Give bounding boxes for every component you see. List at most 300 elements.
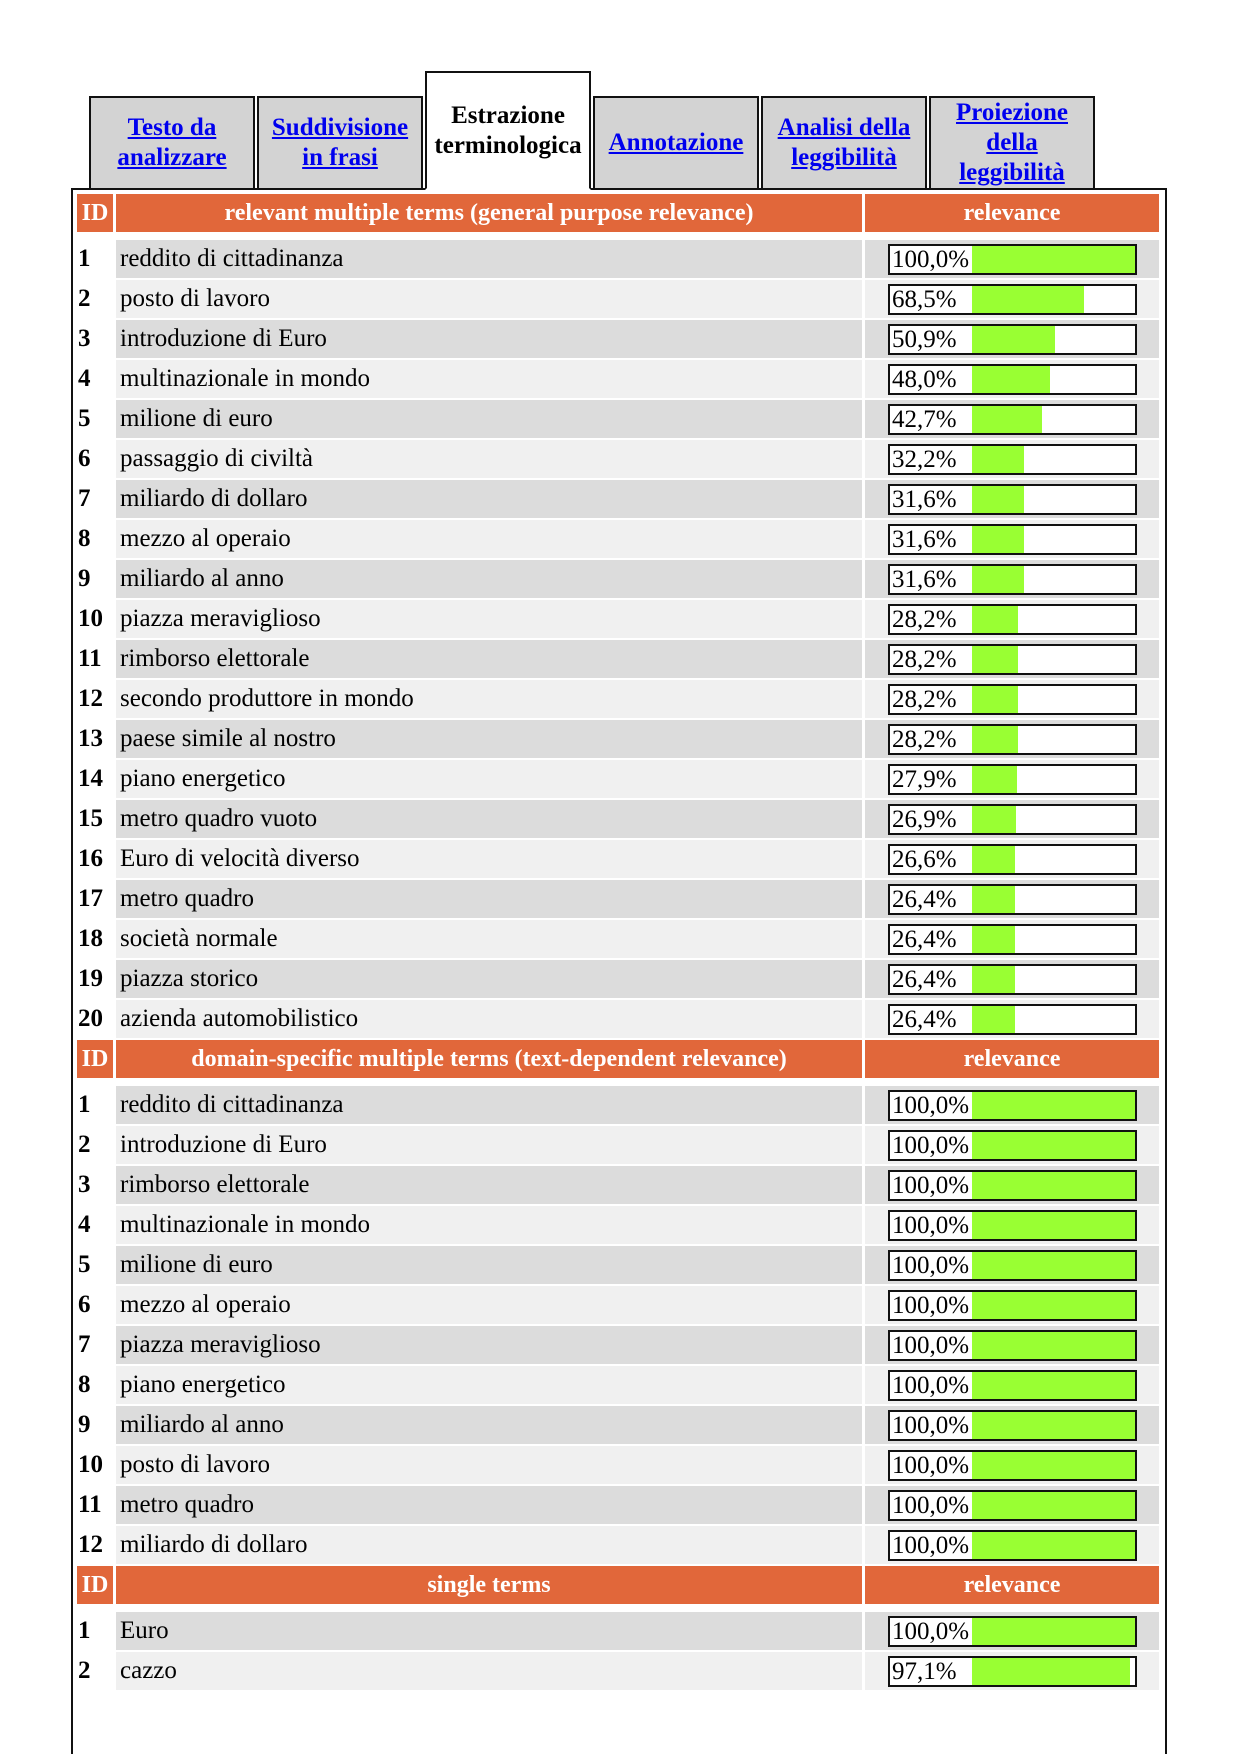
relevance-bar	[888, 1370, 1137, 1401]
relevance-bar	[888, 1130, 1137, 1161]
term-row	[77, 1086, 1163, 1124]
term-text: multinazionale in mondo	[116, 1206, 862, 1244]
relevance-bar-fill	[972, 1006, 1015, 1033]
relevance-bar-fill	[972, 846, 1015, 873]
relevance-cell	[865, 800, 1159, 838]
relevance-bar	[888, 1170, 1137, 1201]
tab-link-testo-da-analizzare[interactable]	[117, 113, 226, 173]
term-row	[77, 1246, 1163, 1284]
term-id: 3	[77, 1166, 113, 1204]
relevance-cell	[865, 520, 1159, 558]
tab-label-line: Analisi della	[777, 114, 911, 141]
relevance-bar-fill	[972, 1372, 1135, 1399]
term-text: Euro	[116, 1612, 862, 1650]
relevance-value: 100,0%	[892, 1411, 970, 1439]
relevance-column-header: relevance	[865, 1566, 1159, 1604]
relevance-bar-track	[972, 726, 1135, 753]
relevance-cell	[865, 1652, 1159, 1690]
relevance-value: 42,7%	[892, 405, 957, 433]
relevance-value: 28,2%	[892, 605, 957, 633]
tab-label-line: Annotazione	[608, 129, 744, 156]
term-text: posto di lavoro	[116, 1446, 862, 1484]
term-row	[77, 1126, 1163, 1164]
relevance-bar	[888, 964, 1137, 995]
tab-suddivisione-in-frasi[interactable]	[257, 96, 423, 188]
relevance-bar-fill	[972, 1532, 1135, 1559]
relevance-value: 32,2%	[892, 445, 957, 473]
relevance-bar-track	[972, 566, 1135, 593]
relevance-value: 68,5%	[892, 285, 957, 313]
relevance-value: 28,2%	[892, 645, 957, 673]
relevance-bar-track	[972, 1532, 1135, 1559]
term-text: reddito di cittadinanza	[116, 240, 862, 278]
tab-label-line: terminologica	[434, 131, 582, 159]
relevance-bar-fill	[972, 486, 1024, 513]
relevance-bar-track	[972, 486, 1135, 513]
term-row	[77, 440, 1163, 478]
term-text: metro quadro vuoto	[116, 800, 862, 838]
section-header	[77, 194, 1163, 232]
relevance-bar-fill	[972, 1212, 1135, 1239]
relevance-cell	[865, 440, 1159, 478]
term-row	[77, 1406, 1163, 1444]
term-id: 7	[77, 1326, 113, 1364]
relevance-bar	[888, 444, 1137, 475]
term-row	[77, 1526, 1163, 1564]
relevance-value: 100,0%	[892, 1211, 970, 1239]
relevance-value: 28,2%	[892, 725, 957, 753]
relevance-bar	[888, 1530, 1137, 1561]
term-text: miliardo di dollaro	[116, 1526, 862, 1564]
term-row	[77, 360, 1163, 398]
section-header	[77, 1566, 1163, 1604]
relevance-bar	[888, 724, 1137, 755]
relevance-cell	[865, 1086, 1159, 1124]
tab-link-annotazione[interactable]	[609, 128, 744, 158]
relevance-cell	[865, 280, 1159, 318]
term-text: milione di euro	[116, 400, 862, 438]
relevance-cell	[865, 480, 1159, 518]
relevance-bar	[888, 1656, 1137, 1687]
term-id: 20	[77, 1000, 113, 1038]
term-row	[77, 1446, 1163, 1484]
relevance-cell	[865, 840, 1159, 878]
relevance-bar-fill	[972, 966, 1015, 993]
id-column-header: ID	[77, 1040, 113, 1078]
relevance-bar	[888, 484, 1137, 515]
relevance-value: 26,4%	[892, 925, 957, 953]
relevance-cell	[865, 1406, 1159, 1444]
relevance-bar-track	[972, 1006, 1135, 1033]
term-id: 1	[77, 240, 113, 278]
term-row	[77, 640, 1163, 678]
relevance-cell	[865, 1326, 1159, 1364]
term-id: 5	[77, 1246, 113, 1284]
relevance-bar	[888, 1090, 1137, 1121]
relevance-bar-fill	[972, 366, 1050, 393]
relevance-bar-fill	[972, 766, 1017, 793]
tab-label-line: leggibilità	[959, 159, 1065, 186]
relevance-bar-track	[972, 1658, 1135, 1685]
term-row	[77, 560, 1163, 598]
term-id: 12	[77, 1526, 113, 1564]
term-id: 8	[77, 520, 113, 558]
relevance-bar-track	[972, 366, 1135, 393]
relevance-value: 31,6%	[892, 485, 957, 513]
tab-label-line: in frasi	[302, 144, 378, 171]
term-text: cazzo	[116, 1652, 862, 1690]
relevance-value: 26,9%	[892, 805, 957, 833]
relevance-bar	[888, 324, 1137, 355]
relevance-value: 100,0%	[892, 1131, 970, 1159]
relevance-column-header: relevance	[865, 194, 1159, 232]
relevance-cell	[865, 1166, 1159, 1204]
term-row	[77, 1486, 1163, 1524]
relevance-bar-fill	[972, 1172, 1135, 1199]
term-id: 16	[77, 840, 113, 878]
relevance-value: 28,2%	[892, 685, 957, 713]
relevance-bar-fill	[972, 246, 1135, 273]
term-text: secondo produttore in mondo	[116, 680, 862, 718]
term-text: rimborso elettorale	[116, 1166, 862, 1204]
relevance-column-header: relevance	[865, 1040, 1159, 1078]
term-text: piazza meraviglioso	[116, 1326, 862, 1364]
term-id: 17	[77, 880, 113, 918]
relevance-cell	[865, 1366, 1159, 1404]
relevance-value: 100,0%	[892, 1291, 970, 1319]
relevance-value: 26,4%	[892, 885, 957, 913]
term-row	[77, 1612, 1163, 1650]
relevance-bar-track	[972, 446, 1135, 473]
tab-label-active	[434, 101, 581, 161]
relevance-bar-track	[972, 326, 1135, 353]
relevance-bar	[888, 684, 1137, 715]
term-row	[77, 1000, 1163, 1038]
term-row	[77, 1366, 1163, 1404]
section-title: single terms	[116, 1566, 862, 1604]
section-title: domain-specific multiple terms (text-dependent relevance)	[116, 1040, 862, 1078]
tab-analisi-della-leggibilita[interactable]	[761, 96, 927, 188]
relevance-bar	[888, 884, 1137, 915]
relevance-cell	[865, 720, 1159, 758]
relevance-bar-fill	[972, 726, 1018, 753]
relevance-cell	[865, 360, 1159, 398]
relevance-cell	[865, 400, 1159, 438]
relevance-cell	[865, 1206, 1159, 1244]
tab-label-line: analizzare	[117, 144, 227, 171]
relevance-cell	[865, 320, 1159, 358]
relevance-bar	[888, 364, 1137, 395]
relevance-value: 31,6%	[892, 565, 957, 593]
relevance-bar-track	[972, 1452, 1135, 1479]
term-text: mezzo al operaio	[116, 520, 862, 558]
relevance-bar-track	[972, 1252, 1135, 1279]
relevance-bar-fill	[972, 446, 1024, 473]
term-row	[77, 680, 1163, 718]
relevance-bar-fill	[972, 526, 1024, 553]
relevance-bar-fill	[972, 926, 1015, 953]
terms-table	[71, 188, 1167, 1754]
tab-label-line: della	[986, 129, 1038, 156]
relevance-bar-track	[972, 646, 1135, 673]
term-id: 2	[77, 1126, 113, 1164]
term-text: mezzo al operaio	[116, 1286, 862, 1324]
relevance-value: 100,0%	[892, 1331, 970, 1359]
relevance-cell	[865, 1446, 1159, 1484]
relevance-bar-track	[972, 806, 1135, 833]
relevance-bar-fill	[972, 286, 1084, 313]
tab-link-analisi-della-leggibilita[interactable]	[778, 113, 911, 173]
term-id: 9	[77, 1406, 113, 1444]
relevance-bar-track	[972, 1092, 1135, 1119]
term-id: 3	[77, 320, 113, 358]
term-row	[77, 760, 1163, 798]
relevance-bar	[888, 524, 1137, 555]
term-row	[77, 920, 1163, 958]
term-id: 7	[77, 480, 113, 518]
relevance-bar-track	[972, 286, 1135, 313]
term-id: 2	[77, 280, 113, 318]
relevance-bar	[888, 1616, 1137, 1647]
relevance-bar-track	[972, 606, 1135, 633]
relevance-bar	[888, 1250, 1137, 1281]
relevance-bar	[888, 644, 1137, 675]
relevance-bar	[888, 764, 1137, 795]
relevance-cell	[865, 1486, 1159, 1524]
term-id: 1	[77, 1086, 113, 1124]
relevance-cell	[865, 240, 1159, 278]
relevance-value: 100,0%	[892, 1251, 970, 1279]
id-column-header: ID	[77, 1566, 113, 1604]
term-id: 4	[77, 360, 113, 398]
relevance-bar	[888, 924, 1137, 955]
term-id: 12	[77, 680, 113, 718]
term-id: 15	[77, 800, 113, 838]
relevance-cell	[865, 560, 1159, 598]
relevance-bar-fill	[972, 1292, 1135, 1319]
relevance-cell	[865, 1000, 1159, 1038]
term-text: miliardo di dollaro	[116, 480, 862, 518]
relevance-cell	[865, 1246, 1159, 1284]
relevance-bar	[888, 1004, 1137, 1035]
term-row	[77, 280, 1163, 318]
relevance-value: 100,0%	[892, 1371, 970, 1399]
term-text: azienda automobilistico	[116, 1000, 862, 1038]
relevance-bar-track	[972, 886, 1135, 913]
term-row	[77, 960, 1163, 998]
relevance-bar-fill	[972, 686, 1018, 713]
tab-label-line: Estrazione	[451, 101, 565, 129]
relevance-bar-track	[972, 1492, 1135, 1519]
tab-label-line: Proiezione	[956, 99, 1068, 126]
relevance-value: 31,6%	[892, 525, 957, 553]
relevance-bar-fill	[972, 1092, 1135, 1119]
relevance-bar-track	[972, 1332, 1135, 1359]
term-id: 10	[77, 600, 113, 638]
term-text: società normale	[116, 920, 862, 958]
relevance-bar-track	[972, 1412, 1135, 1439]
relevance-bar	[888, 844, 1137, 875]
relevance-bar-track	[972, 766, 1135, 793]
term-text: piano energetico	[116, 760, 862, 798]
term-row	[77, 480, 1163, 518]
relevance-value: 27,9%	[892, 765, 957, 793]
term-text: passaggio di civiltà	[116, 440, 862, 478]
term-text: piano energetico	[116, 1366, 862, 1404]
relevance-cell	[865, 640, 1159, 678]
relevance-cell	[865, 880, 1159, 918]
id-column-header: ID	[77, 194, 113, 232]
relevance-bar-track	[972, 846, 1135, 873]
term-text: Euro di velocità diverso	[116, 840, 862, 878]
term-text: milione di euro	[116, 1246, 862, 1284]
relevance-bar-fill	[972, 1658, 1130, 1685]
term-id: 11	[77, 1486, 113, 1524]
section-title: relevant multiple terms (general purpose relevance)	[116, 194, 862, 232]
relevance-bar	[888, 1210, 1137, 1241]
relevance-bar-fill	[972, 326, 1055, 353]
term-row	[77, 600, 1163, 638]
relevance-cell	[865, 680, 1159, 718]
relevance-cell	[865, 920, 1159, 958]
relevance-bar-track	[972, 966, 1135, 993]
relevance-bar-track	[972, 1212, 1135, 1239]
relevance-bar-fill	[972, 806, 1016, 833]
term-text: rimborso elettorale	[116, 640, 862, 678]
term-id: 13	[77, 720, 113, 758]
relevance-bar-fill	[972, 606, 1018, 633]
relevance-bar	[888, 1410, 1137, 1441]
term-id: 10	[77, 1446, 113, 1484]
term-id: 9	[77, 560, 113, 598]
terms-table-body	[77, 194, 1163, 1692]
relevance-bar-track	[972, 1172, 1135, 1199]
term-id: 2	[77, 1652, 113, 1690]
relevance-bar-track	[972, 406, 1135, 433]
relevance-bar-track	[972, 926, 1135, 953]
term-id: 18	[77, 920, 113, 958]
relevance-value: 100,0%	[892, 1491, 970, 1519]
relevance-bar-fill	[972, 1332, 1135, 1359]
term-text: miliardo al anno	[116, 1406, 862, 1444]
relevance-bar	[888, 604, 1137, 635]
tab-proiezione-della-leggibilita[interactable]	[929, 96, 1095, 188]
relevance-bar-fill	[972, 1618, 1135, 1645]
relevance-value: 26,4%	[892, 1005, 957, 1033]
relevance-bar-fill	[972, 566, 1024, 593]
tab-link-proiezione-della-leggibilita[interactable]	[956, 98, 1068, 188]
relevance-bar	[888, 244, 1137, 275]
term-text: reddito di cittadinanza	[116, 1086, 862, 1124]
relevance-value: 48,0%	[892, 365, 957, 393]
relevance-bar-fill	[972, 646, 1018, 673]
term-row	[77, 1652, 1163, 1690]
term-text: introduzione di Euro	[116, 1126, 862, 1164]
term-text: metro quadro	[116, 1486, 862, 1524]
term-row	[77, 1326, 1163, 1364]
term-row	[77, 400, 1163, 438]
relevance-bar-track	[972, 1372, 1135, 1399]
tab-label-line: Testo da	[127, 114, 217, 141]
term-text: introduzione di Euro	[116, 320, 862, 358]
term-text: miliardo al anno	[116, 560, 862, 598]
tab-estrazione-terminologica[interactable]	[425, 71, 591, 190]
relevance-bar-track	[972, 1618, 1135, 1645]
relevance-cell	[865, 1526, 1159, 1564]
term-row	[77, 800, 1163, 838]
relevance-bar	[888, 804, 1137, 835]
term-id: 1	[77, 1612, 113, 1650]
relevance-bar	[888, 284, 1137, 315]
relevance-bar-fill	[972, 1132, 1135, 1159]
relevance-cell	[865, 1286, 1159, 1324]
term-id: 14	[77, 760, 113, 798]
term-row	[77, 720, 1163, 758]
term-text: posto di lavoro	[116, 280, 862, 318]
tab-label-line: leggibilità	[791, 144, 897, 171]
relevance-cell	[865, 600, 1159, 638]
relevance-cell	[865, 1126, 1159, 1164]
term-id: 19	[77, 960, 113, 998]
relevance-bar	[888, 1490, 1137, 1521]
relevance-bar-fill	[972, 1452, 1135, 1479]
relevance-value: 100,0%	[892, 1091, 970, 1119]
term-id: 6	[77, 1286, 113, 1324]
term-row	[77, 240, 1163, 278]
tab-testo-da-analizzare[interactable]	[89, 96, 255, 188]
term-text: paese simile al nostro	[116, 720, 862, 758]
relevance-value: 100,0%	[892, 1171, 970, 1199]
term-id: 8	[77, 1366, 113, 1404]
relevance-bar	[888, 1450, 1137, 1481]
term-id: 6	[77, 440, 113, 478]
term-row	[77, 1166, 1163, 1204]
relevance-bar	[888, 1330, 1137, 1361]
relevance-value: 50,9%	[892, 325, 957, 353]
term-row	[77, 880, 1163, 918]
section-header	[77, 1040, 1163, 1078]
term-id: 5	[77, 400, 113, 438]
term-text: piazza meraviglioso	[116, 600, 862, 638]
relevance-bar	[888, 564, 1137, 595]
relevance-bar-track	[972, 1292, 1135, 1319]
relevance-bar-fill	[972, 886, 1015, 913]
term-text: piazza storico	[116, 960, 862, 998]
relevance-bar	[888, 404, 1137, 435]
relevance-cell	[865, 760, 1159, 798]
relevance-bar-track	[972, 526, 1135, 553]
relevance-value: 26,6%	[892, 845, 957, 873]
relevance-value: 26,4%	[892, 965, 957, 993]
relevance-bar-fill	[972, 406, 1042, 433]
relevance-bar-track	[972, 686, 1135, 713]
relevance-value: 100,0%	[892, 1451, 970, 1479]
relevance-value: 100,0%	[892, 1617, 970, 1645]
relevance-value: 100,0%	[892, 1531, 970, 1559]
tab-link-suddivisione-in-frasi[interactable]	[272, 113, 408, 173]
term-row	[77, 840, 1163, 878]
relevance-bar	[888, 1290, 1137, 1321]
term-id: 4	[77, 1206, 113, 1244]
term-text: metro quadro	[116, 880, 862, 918]
tab-bar	[89, 71, 1111, 190]
relevance-bar-fill	[972, 1252, 1135, 1279]
relevance-bar-fill	[972, 1412, 1135, 1439]
relevance-value: 97,1%	[892, 1657, 957, 1685]
tab-annotazione[interactable]	[593, 96, 759, 188]
relevance-cell	[865, 960, 1159, 998]
term-row	[77, 520, 1163, 558]
